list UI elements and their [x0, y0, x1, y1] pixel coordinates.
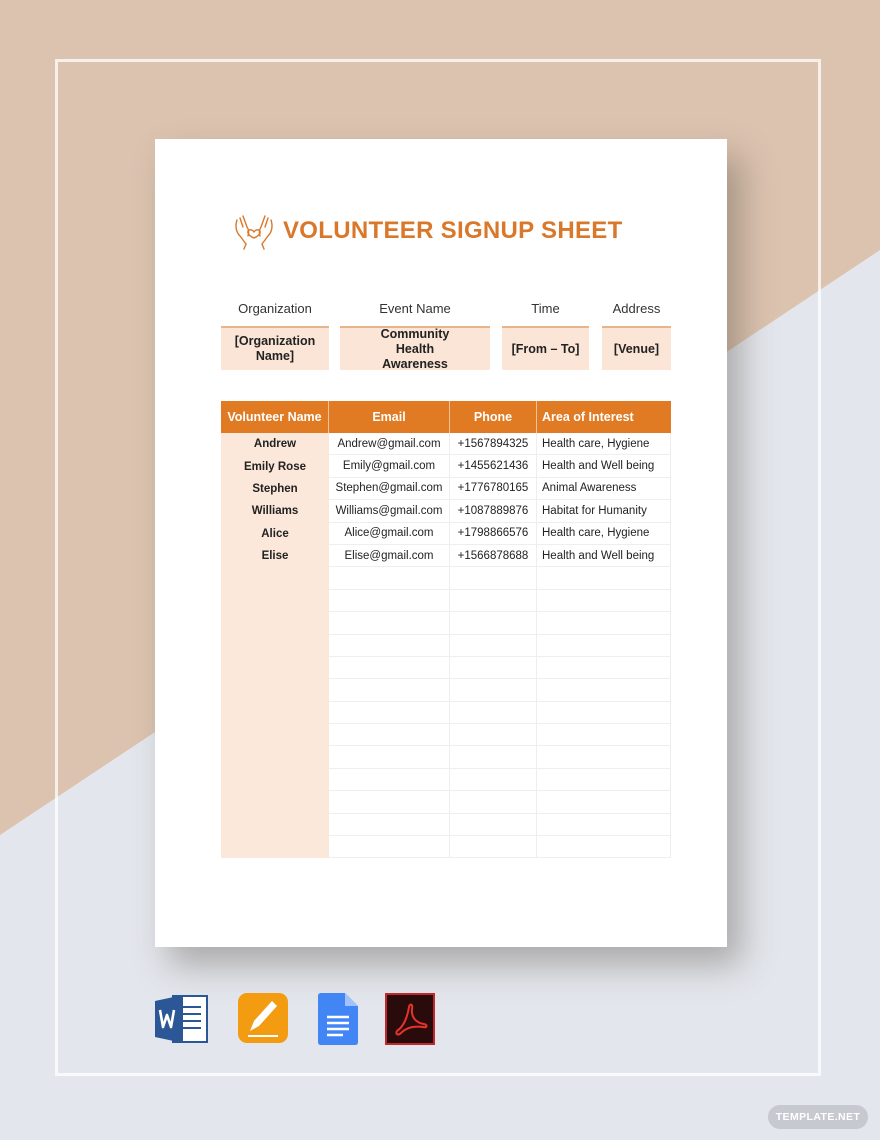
document-page: [155, 139, 727, 947]
empty-table-row: [221, 567, 671, 589]
cell-phone: [450, 635, 537, 657]
google-docs-icon[interactable]: [318, 993, 358, 1045]
cell-email: [329, 724, 450, 746]
cell-phone: [450, 567, 537, 589]
cell-volunteer-name: [221, 814, 329, 836]
cell-volunteer-name: [221, 769, 329, 791]
table-body: [221, 433, 671, 858]
cell-area-of-interest: [537, 724, 671, 746]
cell-area-of-interest: [537, 679, 671, 701]
header-phone: Phone: [450, 401, 537, 433]
cell-phone: [450, 590, 537, 612]
cell-email: [329, 657, 450, 679]
cell-phone: [450, 657, 537, 679]
cell-email: [329, 567, 450, 589]
cell-phone: [450, 679, 537, 701]
empty-table-row: [221, 590, 671, 612]
cell-area-of-interest: [537, 746, 671, 768]
cell-email: Williams@gmail.com: [329, 500, 450, 522]
empty-table-row: [221, 679, 671, 701]
cell-email: [329, 814, 450, 836]
event-name-value: Community Health Awareness: [340, 326, 490, 370]
cell-volunteer-name: [221, 590, 329, 612]
watermark-badge: TEMPLATE.NET: [768, 1105, 868, 1129]
hands-heart-icon: [233, 210, 275, 252]
cell-area-of-interest: [537, 836, 671, 858]
empty-table-row: [221, 836, 671, 858]
cell-email: Stephen@gmail.com: [329, 478, 450, 500]
cell-area-of-interest: Habitat for Humanity: [537, 500, 671, 522]
cell-volunteer-name: [221, 836, 329, 858]
cell-phone: [450, 724, 537, 746]
empty-table-row: [221, 635, 671, 657]
empty-table-row: [221, 746, 671, 768]
cell-volunteer-name: [221, 567, 329, 589]
organization-value: [Organization Name]: [221, 326, 329, 370]
time-label: Time: [531, 301, 560, 316]
cell-volunteer-name: [221, 635, 329, 657]
cell-area-of-interest: Health and Well being: [537, 455, 671, 477]
table-row: [221, 455, 671, 477]
table-row: [221, 478, 671, 500]
cell-phone: +1566878688: [450, 545, 537, 567]
empty-table-row: [221, 657, 671, 679]
event-name-label: Event Name: [379, 301, 451, 316]
address-value: [Venue]: [602, 326, 671, 370]
cell-email: [329, 746, 450, 768]
table-row: [221, 433, 671, 455]
cell-area-of-interest: [537, 702, 671, 724]
cell-phone: +1567894325: [450, 433, 537, 455]
cell-volunteer-name: Emily Rose: [221, 455, 329, 477]
cell-email: [329, 635, 450, 657]
cell-volunteer-name: [221, 657, 329, 679]
cell-email: [329, 769, 450, 791]
table-header: [221, 401, 671, 433]
pdf-icon[interactable]: [385, 993, 435, 1045]
cell-area-of-interest: [537, 769, 671, 791]
word-icon[interactable]: [155, 993, 209, 1045]
cell-area-of-interest: [537, 612, 671, 634]
cell-email: Elise@gmail.com: [329, 545, 450, 567]
cell-volunteer-name: Elise: [221, 545, 329, 567]
cell-volunteer-name: Williams: [221, 500, 329, 522]
cell-area-of-interest: Health and Well being: [537, 545, 671, 567]
document-title: VOLUNTEER SIGNUP SHEET: [283, 217, 623, 244]
cell-area-of-interest: [537, 814, 671, 836]
pages-icon[interactable]: [238, 993, 288, 1045]
cell-phone: [450, 746, 537, 768]
cell-area-of-interest: [537, 657, 671, 679]
table-row: [221, 523, 671, 545]
empty-table-row: [221, 769, 671, 791]
empty-table-row: [221, 791, 671, 813]
title-row: [233, 209, 623, 253]
table-row: [221, 545, 671, 567]
cell-area-of-interest: Health care, Hygiene: [537, 523, 671, 545]
cell-email: [329, 590, 450, 612]
header-email: Email: [329, 401, 450, 433]
cell-volunteer-name: [221, 612, 329, 634]
cell-phone: +1798866576: [450, 523, 537, 545]
cell-area-of-interest: [537, 590, 671, 612]
cell-area-of-interest: [537, 567, 671, 589]
cell-phone: +1087889876: [450, 500, 537, 522]
cell-volunteer-name: Andrew: [221, 433, 329, 455]
empty-table-row: [221, 814, 671, 836]
cell-email: [329, 702, 450, 724]
cell-volunteer-name: [221, 724, 329, 746]
header-volunteer-name: Volunteer Name: [221, 401, 329, 433]
cell-email: Alice@gmail.com: [329, 523, 450, 545]
cell-area-of-interest: Health care, Hygiene: [537, 433, 671, 455]
cell-phone: +1455621436: [450, 455, 537, 477]
cell-phone: [450, 769, 537, 791]
cell-volunteer-name: [221, 679, 329, 701]
empty-table-row: [221, 724, 671, 746]
cell-email: [329, 612, 450, 634]
table-row: [221, 500, 671, 522]
cell-phone: +1776780165: [450, 478, 537, 500]
cell-phone: [450, 814, 537, 836]
organization-label: Organization: [238, 301, 312, 316]
cell-area-of-interest: [537, 635, 671, 657]
cell-phone: [450, 836, 537, 858]
cell-phone: [450, 702, 537, 724]
empty-table-row: [221, 612, 671, 634]
empty-table-row: [221, 702, 671, 724]
cell-volunteer-name: Alice: [221, 523, 329, 545]
volunteer-table: [221, 401, 671, 858]
cell-volunteer-name: [221, 702, 329, 724]
time-value: [From – To]: [502, 326, 589, 370]
cell-email: Andrew@gmail.com: [329, 433, 450, 455]
address-label: Address: [612, 301, 661, 316]
cell-email: Emily@gmail.com: [329, 455, 450, 477]
cell-phone: [450, 612, 537, 634]
cell-volunteer-name: [221, 746, 329, 768]
cell-phone: [450, 791, 537, 813]
cell-area-of-interest: Animal Awareness: [537, 478, 671, 500]
cell-volunteer-name: Stephen: [221, 478, 329, 500]
cell-volunteer-name: [221, 791, 329, 813]
cell-area-of-interest: [537, 791, 671, 813]
cell-email: [329, 679, 450, 701]
cell-email: [329, 791, 450, 813]
header-area-of-interest: Area of Interest: [542, 410, 634, 424]
cell-email: [329, 836, 450, 858]
